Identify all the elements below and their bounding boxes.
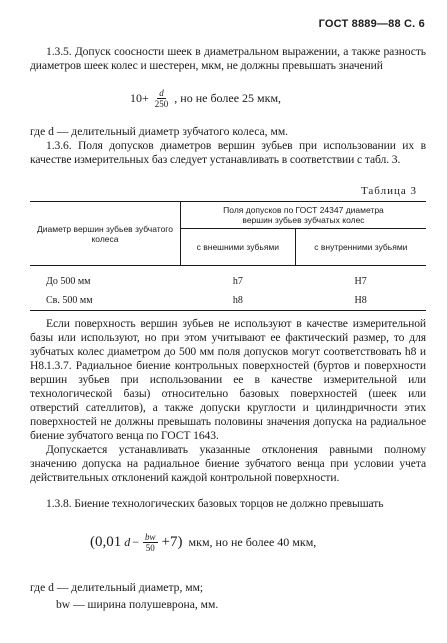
formula2-tail: мкм, но не более 40 мкм, bbox=[188, 535, 317, 549]
formula-tail: , но не более 25 мкм, bbox=[174, 91, 282, 105]
cell-internal: H7 bbox=[354, 275, 367, 287]
formula2-fraction bbox=[143, 532, 158, 553]
formula2-numerator: bw bbox=[145, 532, 156, 542]
formula2-denominator: 50 bbox=[145, 543, 155, 553]
where2-bw-line: bw — ширина полушеврона, мм. bbox=[56, 598, 219, 611]
formula-numerator: d bbox=[159, 88, 164, 98]
formula2-minus: − bbox=[132, 535, 140, 549]
tolerance-table bbox=[30, 201, 426, 311]
table-row bbox=[30, 290, 426, 311]
header-external: с внешними зубьями bbox=[180, 229, 295, 266]
header-internal: с внутренними зубьями bbox=[295, 229, 426, 266]
row-label: Св. 500 мм bbox=[46, 294, 93, 306]
where-d-line: где d — делительный диаметр зубчатого колеса, мм. bbox=[30, 125, 289, 138]
formula-coaxiality bbox=[130, 88, 281, 109]
table-row bbox=[30, 266, 426, 291]
formula-lead: 10+ bbox=[130, 91, 149, 105]
page-header: ГОСТ 8889—88 С. 6 bbox=[318, 18, 425, 30]
table-caption: Таблица 3 bbox=[360, 185, 417, 197]
formula2-d: d bbox=[124, 535, 131, 549]
paragraph-allowed: Допускается устанавливать указанные отклонения равными полному значению допуска на радиальное биение зубчатого венца при условии учета действительных отклонений каждой контрольной поверхности. bbox=[30, 443, 426, 484]
paragraph-1-3-5: 1.3.5. Допуск соосности шеек в диаметральном выражении, а также разность диаметров шеек колес и шестерен, мкм, не должны превышать значений bbox=[30, 45, 426, 72]
formula-denominator: 250 bbox=[154, 99, 169, 109]
paragraph-1-3-7: 1.3.7. Радиальное биение контрольных поверхностей (буртов и поверхности вершин зубьев при использовании ее в качестве измерительной или технологической базы) относительно базовых поверхностей (шеек или отверстий сателлитов), а также допуски круглости и цилиндричности этих поверхностей не должны превышать половины значения допуска на радиальное биение зубчатого венца по ГОСТ 1643. bbox=[30, 359, 426, 442]
cell-internal: H8 bbox=[354, 294, 367, 306]
where2-d-line: где d — делительный диаметр, мм; bbox=[30, 581, 204, 594]
formula2-open: (0,01 bbox=[90, 534, 122, 550]
formula-runout bbox=[90, 532, 316, 553]
header-diameter: Диаметр вершин зубьев зубчатого колеса bbox=[37, 223, 173, 244]
paragraph-after-table: Если поверхность вершин зубьев не используют в качестве измерительной базы или используют, но при этом учитывают ее фактический размер, то для зубчатых колес диаметром до 500 мм поля допусков могут соответствовать h8 и H8. bbox=[30, 317, 426, 372]
formula-fraction bbox=[153, 88, 171, 109]
formula2-plus: +7) bbox=[161, 534, 183, 550]
row-label: До 500 мм bbox=[46, 275, 91, 287]
cell-external: h8 bbox=[232, 294, 243, 306]
cell-external: h7 bbox=[232, 275, 243, 287]
paragraph-1-3-8: 1.3.8. Биение технологических базовых торцов не должно превышать bbox=[46, 497, 384, 510]
header-group: Поля допусков по ГОСТ 24347 диаметра вершин зубьев зубчатых колес bbox=[180, 202, 426, 229]
paragraph-1-3-6: 1.3.6. Поля допусков диаметров вершин зубьев при использовании их в качестве измерительных баз следует устанавливать в соответствии с табл. 3. bbox=[30, 139, 426, 166]
